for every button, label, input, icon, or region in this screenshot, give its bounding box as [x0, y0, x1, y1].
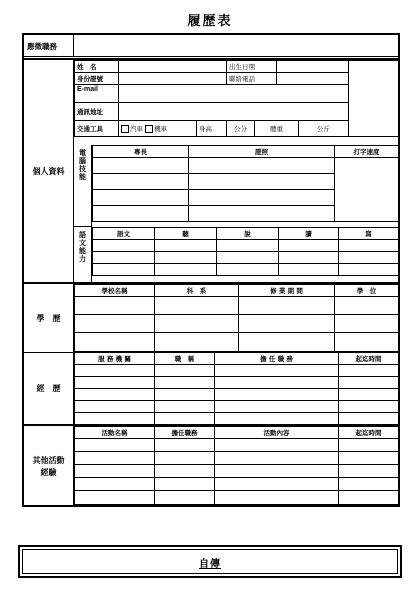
language-cell[interactable] [217, 240, 279, 252]
phone-label: 聯絡電話 [227, 73, 277, 85]
activity-cell[interactable] [155, 465, 215, 478]
activity-cell[interactable] [339, 465, 399, 478]
skill-cell[interactable] [93, 190, 189, 206]
education-cell[interactable] [75, 297, 155, 315]
height-unit: 公分 [227, 121, 255, 137]
address-label: 通訊地址 [75, 103, 119, 121]
activity-role-header: 擔任職務 [155, 427, 215, 439]
activity-cell[interactable] [155, 478, 215, 491]
position-label: 應徵職務 [27, 42, 57, 51]
experience-cell[interactable] [155, 365, 215, 377]
skill-header: 專長 [93, 146, 189, 158]
experience-cell[interactable] [339, 365, 399, 377]
language-cell[interactable] [217, 264, 279, 276]
activity-cell[interactable] [215, 465, 339, 478]
position-label-cell [24, 35, 74, 57]
experience-cell[interactable] [75, 389, 155, 401]
activity-cell[interactable] [339, 491, 399, 505]
autobiography-title: 自傳 [199, 559, 221, 570]
activity-cell[interactable] [75, 478, 155, 491]
experience-section-label: 經 歷 [24, 352, 74, 424]
license-cell[interactable] [189, 174, 335, 190]
skill-cell[interactable] [93, 174, 189, 190]
language-cell[interactable] [93, 252, 155, 264]
motorcycle-label: 機車 [154, 124, 168, 133]
license-cell[interactable] [189, 206, 335, 222]
education-cell[interactable] [75, 315, 155, 333]
car-label: 汽車 [130, 124, 143, 133]
height-label: 身高 [197, 121, 227, 137]
activity-cell[interactable] [215, 491, 339, 505]
experience-cell[interactable] [75, 401, 155, 413]
personal-basic-table [74, 60, 399, 137]
language-cell[interactable] [279, 252, 339, 264]
language-cell[interactable] [155, 252, 217, 264]
experience-cell[interactable] [215, 389, 339, 401]
license-cell[interactable] [189, 158, 335, 174]
license-cell[interactable] [189, 190, 335, 206]
email-label: E-mail [75, 85, 119, 103]
education-section-label: 學 歷 [24, 284, 74, 352]
experience-cell[interactable] [339, 413, 399, 425]
typing-speed-header: 打字速度 [335, 146, 399, 158]
photo-box[interactable] [349, 61, 399, 137]
experience-cell[interactable] [215, 401, 339, 413]
period-header: 修 業 期 間 [239, 285, 335, 297]
activities-table [74, 426, 399, 505]
license-header: 證照 [189, 146, 335, 158]
language-cell[interactable] [339, 240, 399, 252]
position-input[interactable] [74, 35, 398, 57]
language-cell[interactable] [279, 264, 339, 276]
autobiography-box[interactable] [18, 545, 402, 578]
activity-cell[interactable] [155, 439, 215, 452]
car-checkbox[interactable] [121, 125, 129, 133]
activities-section-label-text: 其他活動經驗 [32, 454, 65, 477]
address-input[interactable] [119, 103, 349, 121]
activities-section-label [24, 426, 74, 505]
name-label: 姓 名 [75, 61, 119, 73]
language-cell[interactable] [279, 240, 339, 252]
activity-cell[interactable] [339, 478, 399, 491]
id-label: 身份證號 [75, 73, 119, 85]
education-table [74, 284, 399, 352]
language-cell[interactable] [155, 264, 217, 276]
skill-cell[interactable] [93, 206, 189, 222]
education-cell[interactable] [335, 333, 399, 352]
experience-cell[interactable] [155, 377, 215, 389]
dates-header: 起迄時間 [339, 353, 399, 365]
language-label-cell [74, 227, 92, 282]
language-cell[interactable] [93, 264, 155, 276]
experience-table [74, 352, 399, 425]
computer-skills-label-cell [74, 145, 92, 227]
language-cell[interactable] [217, 252, 279, 264]
language-cell[interactable] [93, 240, 155, 252]
degree-header: 學 位 [335, 285, 399, 297]
education-cell[interactable] [239, 297, 335, 315]
education-cell[interactable] [75, 333, 155, 352]
experience-cell[interactable] [339, 401, 399, 413]
activity-cell[interactable] [75, 439, 155, 452]
duties-header: 擔 任 職 務 [215, 353, 339, 365]
writing-header: 寫 [339, 228, 399, 240]
education-cell[interactable] [239, 315, 335, 333]
weight-unit: 公斤 [299, 121, 349, 137]
language-label: 語文能力 [78, 231, 88, 263]
computer-skills-table [92, 145, 399, 222]
education-cell[interactable] [335, 315, 399, 333]
education-cell[interactable] [155, 333, 239, 352]
language-cell[interactable] [339, 264, 399, 276]
activity-cell[interactable] [75, 465, 155, 478]
experience-cell[interactable] [155, 401, 215, 413]
activity-cell[interactable] [215, 439, 339, 452]
activity-content-header: 活動內容 [215, 427, 339, 439]
language-header: 語文 [93, 228, 155, 240]
language-cell[interactable] [339, 252, 399, 264]
experience-cell[interactable] [75, 413, 155, 425]
activity-cell[interactable] [215, 478, 339, 491]
school-header: 學校名稱 [75, 285, 155, 297]
experience-cell[interactable] [215, 413, 339, 425]
page-title: 履歷表 [187, 14, 233, 29]
activity-cell[interactable] [155, 452, 215, 465]
education-cell[interactable] [335, 297, 399, 315]
experience-cell[interactable] [155, 413, 215, 425]
activity-cell[interactable] [75, 491, 155, 505]
activity-cell[interactable] [339, 452, 399, 465]
activity-cell[interactable] [75, 452, 155, 465]
experience-cell[interactable] [215, 365, 339, 377]
language-table [92, 227, 399, 276]
name-input[interactable] [119, 61, 227, 73]
activity-dates-header: 起迄時間 [339, 427, 399, 439]
listening-header: 聽 [155, 228, 217, 240]
weight-label: 體重 [255, 121, 299, 137]
computer-skills-label: 電腦技能 [78, 149, 88, 181]
activity-cell[interactable] [339, 439, 399, 452]
experience-cell[interactable] [339, 377, 399, 389]
experience-cell[interactable] [75, 377, 155, 389]
language-cell[interactable] [155, 240, 217, 252]
job-title-header: 職 稱 [155, 353, 215, 365]
skill-cell[interactable] [93, 158, 189, 174]
phone-input[interactable] [277, 73, 349, 85]
email-input[interactable] [119, 85, 349, 103]
experience-cell[interactable] [155, 389, 215, 401]
education-cell[interactable] [155, 297, 239, 315]
activity-cell[interactable] [155, 491, 215, 505]
education-cell[interactable] [155, 315, 239, 333]
department-header: 科 系 [155, 285, 239, 297]
activity-cell[interactable] [215, 452, 339, 465]
personal-section-label: 個人資料 [24, 60, 74, 282]
experience-cell[interactable] [75, 365, 155, 377]
experience-cell[interactable] [339, 389, 399, 401]
birth-input[interactable] [277, 61, 349, 73]
experience-cell[interactable] [215, 377, 339, 389]
motorcycle-checkbox[interactable] [145, 125, 153, 133]
transport-label: 交通工具 [75, 121, 119, 137]
typing-speed-cell[interactable] [335, 158, 399, 222]
reading-header: 讀 [279, 228, 339, 240]
employer-header: 服 務 機 關 [75, 353, 155, 365]
education-cell[interactable] [239, 333, 335, 352]
birth-label: 出生日期 [227, 61, 277, 73]
id-input[interactable] [119, 73, 227, 85]
speaking-header: 說 [217, 228, 279, 240]
activity-name-header: 活動名稱 [75, 427, 155, 439]
